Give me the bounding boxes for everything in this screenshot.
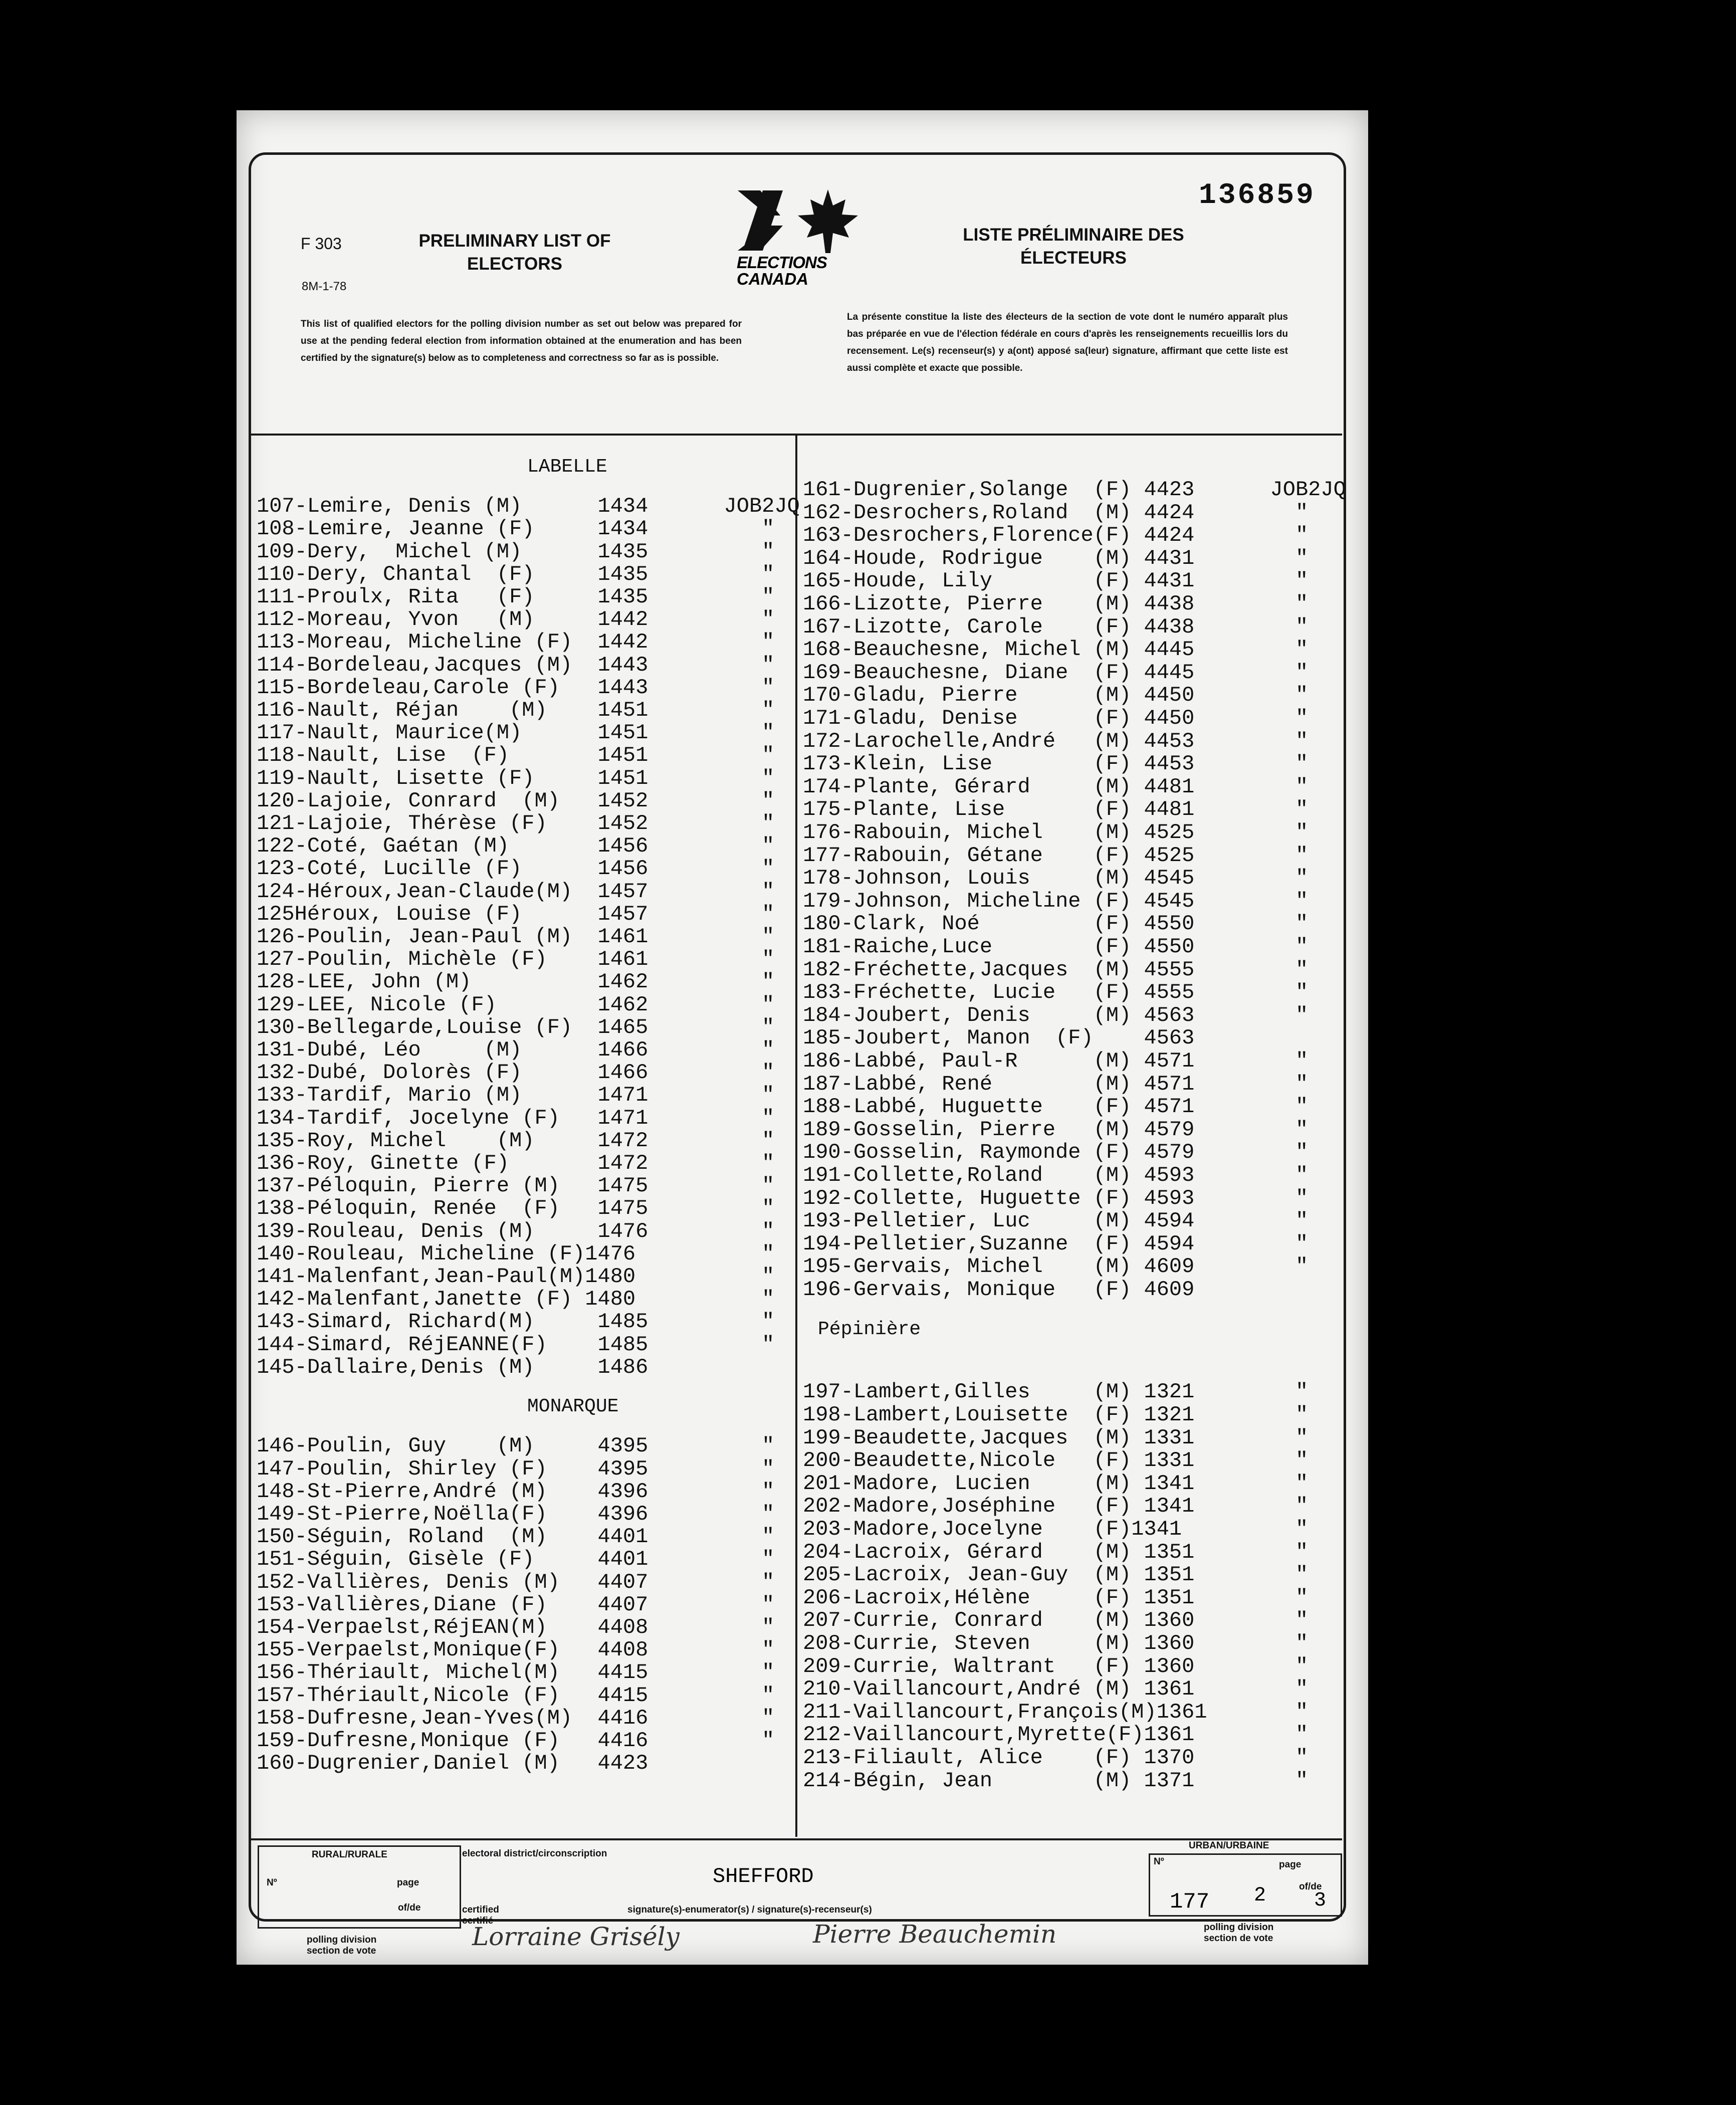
urban-of-label: of/de: [1299, 1881, 1322, 1892]
elector-entry: 116-Nault, Réjan (M) 1451 ": [257, 698, 775, 722]
elector-entry: 210-Vaillancourt,André (M) 1361 ": [803, 1677, 1309, 1702]
elector-entry: 208-Currie, Steven (M) 1360 ": [803, 1631, 1309, 1655]
urban-no-label: Nº: [1154, 1856, 1164, 1867]
elector-entry: 110-Dery, Chantal (F) 1435 ": [257, 562, 775, 586]
elector-entry: 182-Fréchette,Jacques (M) 4555 ": [803, 957, 1309, 982]
document-page: [237, 110, 1368, 1965]
elector-entry: 195-Gervais, Michel (M) 4609 ": [803, 1254, 1309, 1279]
elector-entry: 179-Johnson, Micheline (F) 4545 ": [803, 889, 1309, 913]
page-total: 3: [1314, 1889, 1327, 1912]
elector-entry: 133-Tardif, Mario (M) 1471 ": [257, 1083, 775, 1108]
section-heading: MONARQUE: [527, 1396, 619, 1418]
elector-entry: 205-Lacroix, Jean-Guy (M) 1351 ": [803, 1563, 1309, 1587]
elector-entry: 122-Coté, Gaétan (M) 1456 ": [257, 834, 775, 859]
elector-entry: 211-Vaillancourt,François(M)1361 ": [803, 1700, 1309, 1724]
elector-entry: 107-Lemire, Denis (M) 1434 JOB2JQ: [257, 494, 800, 519]
logo-text-line2: CANADA: [737, 270, 808, 288]
district-value: SHEFFORD: [713, 1864, 814, 1888]
form-id: F 303: [301, 235, 342, 253]
district-label: electoral district/circonscription: [462, 1848, 607, 1859]
elector-entry: 148-St-Pierre,André (M) 4396 ": [257, 1479, 775, 1504]
elector-entry: 172-Larochelle,André (M) 4453 ": [803, 729, 1309, 753]
elector-entry: 169-Beauchesne, Diane (F) 4445 ": [803, 660, 1309, 685]
elector-entry: 198-Lambert,Louisette (F) 1321 ": [803, 1403, 1309, 1427]
elector-entry: 121-Lajoie, Thérèse (F) 1452 ": [257, 811, 775, 835]
elector-entry: 193-Pelletier, Luc (M) 4594 ": [803, 1209, 1309, 1233]
urban-label: URBAN/URBAINE: [1189, 1840, 1269, 1851]
elector-entry: 173-Klein, Lise (F) 4453 ": [803, 752, 1309, 776]
elector-entry: 115-Bordeleau,Carole (F) 1443 ": [257, 675, 775, 700]
elector-entry: 201-Madore, Lucien (M) 1341 ": [803, 1471, 1309, 1496]
elector-entry: 177-Rabouin, Gétane (F) 4525 ": [803, 843, 1309, 868]
rural-of-label: of/de: [398, 1903, 421, 1913]
elector-entry: 145-Dallaire,Denis (M) 1486: [257, 1355, 648, 1379]
logo-text-line1: ELECTIONS: [737, 253, 827, 272]
elector-entry: 189-Gosselin, Pierre (M) 4579 ": [803, 1117, 1309, 1142]
form-date: 8M-1-78: [302, 280, 347, 293]
elector-entry: 136-Roy, Ginette (F) 1472 ": [257, 1151, 775, 1175]
elector-entry: 137-Péloquin, Pierre (M) 1475 ": [257, 1174, 775, 1198]
elector-entry: 214-Bégin, Jean (M) 1371 ": [803, 1768, 1309, 1793]
elector-entry: 151-Séguin, Gisèle (F) 4401 ": [257, 1547, 775, 1572]
elector-entry: 213-Filiault, Alice (F) 1370 ": [803, 1746, 1309, 1770]
elector-entry: 155-Verpaelst,Monique(F) 4408 ": [257, 1638, 775, 1662]
elector-entry: 187-Labbé, René (M) 4571 ": [803, 1072, 1309, 1096]
elector-entry: 149-St-Pierre,Noëlla(F) 4396 ": [257, 1502, 775, 1526]
elector-entry: 142-Malenfant,Janette (F) 1480 ": [257, 1287, 775, 1312]
elector-entry: 157-Thériault,Nicole (F) 4415 ": [257, 1683, 775, 1708]
elector-entry: 176-Rabouin, Michel (M) 4525 ": [803, 820, 1309, 845]
elector-entry: 166-Lizotte, Pierre (M) 4438 ": [803, 592, 1309, 616]
elector-entry: 186-Labbé, Paul-R (M) 4571 ": [803, 1049, 1309, 1073]
elector-entry: 171-Gladu, Denise (F) 4450 ": [803, 706, 1309, 730]
elector-entry: 108-Lemire, Jeanne (F) 1434 ": [257, 517, 775, 541]
intro-english: This list of qualified electors for the polling division number as set out below was prepared for use at the pending federal election from information obtained at the enumeration and has been certified by the signature(s) below as to completeness and correctness so far as is possible.: [301, 319, 742, 363]
elector-entry: 200-Beaudette,Nicole (F) 1331 ": [803, 1448, 1309, 1473]
elector-entry: 158-Dufresne,Jean-Yves(M) 4416 ": [257, 1706, 775, 1730]
elector-entry: 109-Dery, Michel (M) 1435 ": [257, 539, 775, 564]
elector-entry: 164-Houde, Rodrigue (M) 4431 ": [803, 546, 1309, 570]
elector-entry: 152-Vallières, Denis (M) 4407 ": [257, 1570, 775, 1594]
elector-entry: 153-Vallières,Diane (F) 4407 ": [257, 1592, 775, 1617]
title-english: PRELIMINARY LIST OF ELECTORS: [418, 231, 611, 274]
elector-entry: 140-Rouleau, Micheline (F)1476 ": [257, 1241, 775, 1266]
polling-division-label-left: polling division section de vote: [307, 1935, 377, 1956]
elector-entry: 175-Plante, Lise (F) 4481 ": [803, 797, 1309, 822]
signature-1: Lorraine Grisély: [472, 1922, 680, 1951]
elector-entry: 138-Péloquin, Renée (F) 1475 ": [257, 1196, 775, 1221]
signature-2: Pierre Beauchemin: [813, 1920, 1057, 1949]
elector-entry: 183-Fréchette, Lucie (F) 4555 ": [803, 980, 1309, 1005]
certified-label: certified certifié: [462, 1905, 499, 1926]
elector-entry: 159-Dufresne,Monique (F) 4416 ": [257, 1729, 775, 1753]
elector-entry: 144-Simard, RéjEANNE(F) 1485 ": [257, 1332, 775, 1357]
urban-page-label: page: [1279, 1859, 1301, 1870]
elector-entry: 181-Raiche,Luce (F) 4550 ": [803, 935, 1309, 959]
elector-entry: 111-Proulx, Rita (F) 1435 ": [257, 585, 775, 609]
elector-entry: 126-Poulin, Jean-Paul (M) 1461 ": [257, 925, 775, 949]
elector-entry: 128-LEE, John (M) 1462 ": [257, 970, 775, 994]
elector-entry: 112-Moreau, Yvon (M) 1442 ": [257, 607, 775, 632]
elector-entry: 163-Desrochers,Florence(F) 4424 ": [803, 523, 1309, 548]
elector-entry: 170-Gladu, Pierre (M) 4450 ": [803, 683, 1309, 708]
elector-entry: 154-Verpaelst,RéjEAN(M) 4408 ": [257, 1615, 775, 1639]
section-heading: LABELLE: [527, 456, 607, 478]
elector-entry: 119-Nault, Lisette (F) 1451 ": [257, 766, 775, 790]
elector-entry: 161-Dugrenier,Solange (F) 4423 JOB2JQ: [803, 478, 1346, 502]
elector-entry: 118-Nault, Lise (F) 1451 ": [257, 743, 775, 768]
elector-entry: 199-Beaudette,Jacques (M) 1331 ": [803, 1425, 1309, 1450]
elector-entry: 184-Joubert, Denis (M) 4563 ": [803, 1003, 1309, 1027]
elector-entry: 203-Madore,Jocelyne (F)1341 ": [803, 1517, 1309, 1541]
elector-entry: 192-Collette, Huguette (F) 4593 ": [803, 1186, 1309, 1210]
elector-entry: 180-Clark, Noé (F) 4550 ": [803, 912, 1309, 936]
signature-label: signature(s)-enumerator(s) / signature(s)-recenseur(s): [627, 1905, 872, 1915]
elector-entry: 124-Héroux,Jean-Claude(M) 1457 ": [257, 879, 775, 904]
elector-entry: 127-Poulin, Michèle (F) 1461 ": [257, 947, 775, 972]
elector-entry: 194-Pelletier,Suzanne (F) 4594 ": [803, 1231, 1309, 1256]
elector-entry: 206-Lacroix,Hélène (F) 1351 ": [803, 1585, 1309, 1610]
page-number: 2: [1254, 1884, 1266, 1907]
document-number: 136859: [1199, 179, 1316, 212]
elector-entry: 139-Rouleau, Denis (M) 1476 ": [257, 1219, 775, 1243]
elector-entry: 143-Simard, Richard(M) 1485 ": [257, 1310, 775, 1334]
polling-number: 177: [1170, 1889, 1210, 1915]
elector-entry: 162-Desrochers,Roland (M) 4424 ": [803, 500, 1309, 525]
title-french: LISTE PRÉLIMINAIRE DES ÉLECTEURS: [963, 225, 1184, 268]
elector-list-right: [803, 478, 1349, 1831]
elector-entry: 160-Dugrenier,Daniel (M) 4423: [257, 1751, 648, 1776]
elector-entry: 196-Gervais, Monique (F) 4609: [803, 1278, 1195, 1302]
elector-entry: 197-Lambert,Gilles (M) 1321 ": [803, 1380, 1309, 1404]
column-divider: [795, 434, 797, 1837]
elector-list-left: [257, 456, 800, 1834]
elector-entry: 202-Madore,Joséphine (F) 1341 ": [803, 1494, 1309, 1519]
elector-entry: 190-Gosselin, Raymonde (F) 4579 ": [803, 1140, 1309, 1165]
logo-x-maple-leaf-icon: [733, 185, 863, 256]
elector-entry: 209-Currie, Waltrant (F) 1360 ": [803, 1654, 1309, 1678]
elector-entry: 134-Tardif, Jocelyne (F) 1471 ": [257, 1106, 775, 1130]
elector-entry: 188-Labbé, Huguette (F) 4571 ": [803, 1095, 1309, 1119]
elector-entry: 120-Lajoie, Conrard (M) 1452 ": [257, 788, 775, 813]
elector-entry: 141-Malenfant,Jean-Paul(M)1480 ": [257, 1265, 775, 1289]
elector-entry: 168-Beauchesne, Michel (M) 4445 ": [803, 638, 1309, 662]
elector-entry: 212-Vaillancourt,Myrette(F)1361 ": [803, 1723, 1309, 1747]
elector-entry: 114-Bordeleau,Jacques (M) 1443 ": [257, 653, 775, 677]
elector-entry: 207-Currie, Conrard (M) 1360 ": [803, 1608, 1309, 1633]
elector-entry: 132-Dubé, Dolorès (F) 1466 ": [257, 1061, 775, 1085]
polling-division-label-right: polling division section de vote: [1204, 1922, 1274, 1944]
elector-entry: 113-Moreau, Micheline (F) 1442 ": [257, 630, 775, 655]
elector-entry: 130-Bellegarde,Louise (F) 1465 ": [257, 1015, 775, 1039]
elector-entry: 174-Plante, Gérard (M) 4481 ": [803, 774, 1309, 799]
elector-entry: 167-Lizotte, Carole (F) 4438 ": [803, 614, 1309, 639]
elector-entry: 156-Thériault, Michel(M) 4415 ": [257, 1660, 775, 1685]
rural-label: RURAL/RURALE: [312, 1849, 387, 1860]
footer-divider: [250, 1838, 1342, 1840]
elector-entry: 131-Dubé, Léo (M) 1466 ": [257, 1038, 775, 1062]
elector-entry: 185-Joubert, Manon (F) 4563: [803, 1026, 1195, 1050]
elector-entry: 178-Johnson, Louis (M) 4545 ": [803, 866, 1309, 891]
intro-french: La présente constitue la liste des électeurs de la section de vote dont le numéro apparaît plus bas préparée en vue de l'élection fédérale en cours d'après les renseignements recueillis lors du recensement. Le(s) recenseur(s) y a(ont) apposé sa(leur) signature, affirmant que cette liste est aussi complète et exacte que possible.: [847, 312, 1288, 373]
elector-entry: 150-Séguin, Roland (M) 4401 ": [257, 1525, 775, 1549]
elector-entry: 123-Coté, Lucille (F) 1456 ": [257, 857, 775, 881]
rural-page-label: page: [397, 1877, 419, 1888]
section-heading: Pépinière: [818, 1319, 921, 1341]
elector-entry: 147-Poulin, Shirley (F) 4395 ": [257, 1456, 775, 1481]
elector-entry: 165-Houde, Lily (F) 4431 ": [803, 569, 1309, 593]
elector-entry: 146-Poulin, Guy (M) 4395 ": [257, 1434, 775, 1458]
elector-entry: 117-Nault, Maurice(M) 1451 ": [257, 721, 775, 745]
elector-entry: 204-Lacroix, Gérard (M) 1351 ": [803, 1540, 1309, 1564]
elector-entry: 129-LEE, Nicole (F) 1462 ": [257, 992, 775, 1017]
rural-no-label: Nº: [267, 1877, 277, 1888]
elector-entry: 125Héroux, Louise (F) 1457 ": [257, 902, 775, 926]
elector-entry: 135-Roy, Michel (M) 1472 ": [257, 1128, 775, 1153]
elector-entry: 191-Collette,Roland (M) 4593 ": [803, 1163, 1309, 1187]
elections-canada-logo: [733, 185, 863, 291]
